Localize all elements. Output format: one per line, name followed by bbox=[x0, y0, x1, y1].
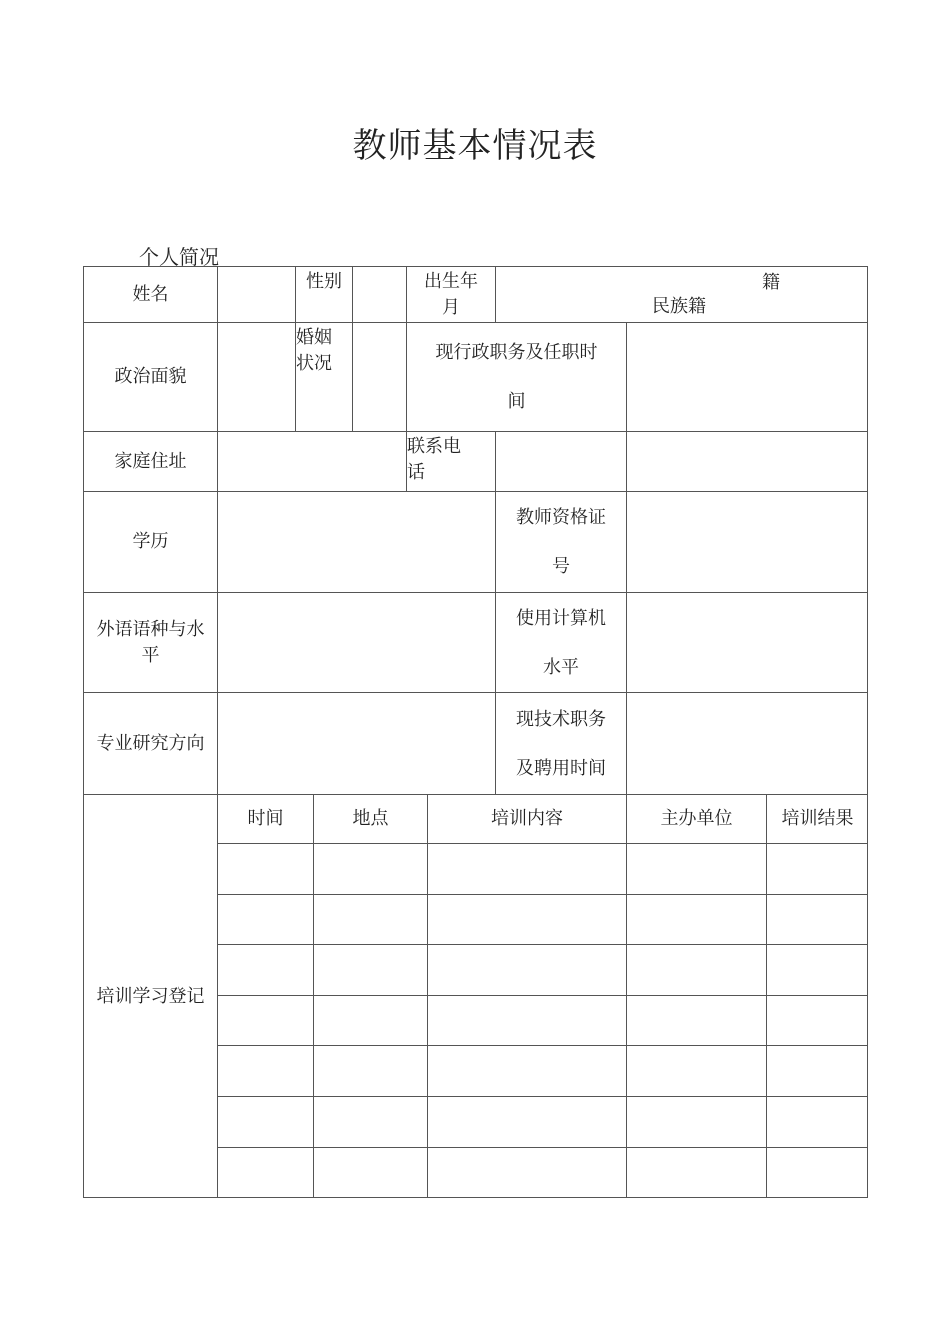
language-label-line2: 平 bbox=[141, 644, 160, 666]
position-field[interactable] bbox=[626, 322, 868, 431]
training-cell[interactable] bbox=[766, 1096, 868, 1147]
marital-label-line1: 婚姻 bbox=[296, 327, 332, 348]
training-header-time: 时间 bbox=[217, 794, 313, 843]
training-cell[interactable] bbox=[313, 843, 427, 894]
cert-field[interactable] bbox=[626, 491, 868, 592]
research-label: 专业研究方向 bbox=[83, 692, 217, 794]
cert-label bbox=[495, 491, 626, 592]
tech-label bbox=[495, 692, 626, 794]
training-cell[interactable] bbox=[313, 995, 427, 1045]
training-header-content: 培训内容 bbox=[427, 794, 626, 843]
marital-label-line2: 状况 bbox=[296, 353, 332, 374]
page-title: 教师基本情况表 bbox=[352, 126, 598, 166]
training-cell[interactable] bbox=[626, 1096, 766, 1147]
training-cell[interactable] bbox=[313, 1045, 427, 1096]
training-cell[interactable] bbox=[626, 1045, 766, 1096]
training-cell[interactable] bbox=[766, 843, 868, 894]
training-cell[interactable] bbox=[626, 843, 766, 894]
tech-label-line1: 现技术职务 bbox=[516, 708, 606, 730]
section-label: 个人简况 bbox=[139, 245, 219, 269]
training-header-result: 培训结果 bbox=[766, 794, 868, 843]
training-cell[interactable] bbox=[217, 995, 313, 1045]
training-cell[interactable] bbox=[766, 1045, 868, 1096]
training-cell[interactable] bbox=[766, 894, 868, 944]
training-cell[interactable] bbox=[427, 1096, 626, 1147]
gender-label: 性别 bbox=[295, 266, 352, 322]
political-label: 政治面貌 bbox=[83, 322, 217, 431]
training-cell[interactable] bbox=[626, 995, 766, 1045]
marital-label bbox=[295, 322, 352, 431]
birth-label-line2: 月 bbox=[442, 296, 460, 318]
gender-field[interactable] bbox=[352, 266, 406, 322]
position-label-line1: 现行政职务及任职时 bbox=[435, 342, 598, 363]
education-field[interactable] bbox=[217, 491, 495, 592]
training-cell[interactable] bbox=[427, 843, 626, 894]
training-cell[interactable] bbox=[217, 843, 313, 894]
phone-label-line2: 话 bbox=[407, 462, 425, 483]
language-label-line1: 外语语种与水 bbox=[96, 618, 205, 640]
training-cell[interactable] bbox=[217, 944, 313, 995]
training-cell[interactable] bbox=[217, 1096, 313, 1147]
computer-label-line2: 水平 bbox=[543, 656, 579, 678]
training-cell[interactable] bbox=[217, 1147, 313, 1198]
training-cell[interactable] bbox=[427, 995, 626, 1045]
training-cell[interactable] bbox=[313, 1147, 427, 1198]
extra-field[interactable] bbox=[626, 431, 868, 491]
computer-field[interactable] bbox=[626, 592, 868, 692]
phone-field[interactable] bbox=[495, 431, 626, 491]
name-label: 姓名 bbox=[83, 266, 217, 322]
phone-label bbox=[406, 431, 495, 491]
training-cell[interactable] bbox=[626, 894, 766, 944]
training-cell[interactable] bbox=[313, 894, 427, 944]
training-cell[interactable] bbox=[766, 1147, 868, 1198]
training-cell[interactable] bbox=[626, 944, 766, 995]
training-cell[interactable] bbox=[427, 1045, 626, 1096]
cert-label-line1: 教师资格证 bbox=[516, 507, 606, 528]
computer-label-line1: 使用计算机 bbox=[516, 607, 606, 629]
training-cell[interactable] bbox=[217, 894, 313, 944]
birth-label bbox=[406, 266, 495, 322]
address-label: 家庭住址 bbox=[83, 431, 217, 491]
training-cell[interactable] bbox=[626, 1147, 766, 1198]
training-cell[interactable] bbox=[313, 1096, 427, 1147]
training-header-place: 地点 bbox=[313, 794, 427, 843]
training-cell[interactable] bbox=[427, 1147, 626, 1198]
marital-field[interactable] bbox=[352, 322, 406, 431]
training-cell[interactable] bbox=[427, 894, 626, 944]
research-field[interactable] bbox=[217, 692, 495, 794]
address-field[interactable] bbox=[217, 431, 406, 491]
native-place-label: 籍 bbox=[762, 272, 780, 293]
training-cell[interactable] bbox=[427, 944, 626, 995]
training-cell[interactable] bbox=[766, 944, 868, 995]
education-label: 学历 bbox=[83, 491, 217, 592]
birth-label-line1: 出生年 bbox=[424, 270, 478, 292]
training-label: 培训学习登记 bbox=[83, 794, 217, 1198]
language-label bbox=[83, 592, 217, 692]
training-cell[interactable] bbox=[766, 995, 868, 1045]
political-field[interactable] bbox=[217, 322, 295, 431]
cert-label-line2: 号 bbox=[552, 556, 570, 577]
training-cell[interactable] bbox=[217, 1045, 313, 1096]
name-field[interactable] bbox=[217, 266, 295, 322]
language-field[interactable] bbox=[217, 592, 495, 692]
ethnicity-native-label: 民族籍 bbox=[652, 296, 706, 317]
computer-label bbox=[495, 592, 626, 692]
tech-label-line2: 及聘用时间 bbox=[516, 757, 606, 779]
training-cell[interactable] bbox=[313, 944, 427, 995]
ethnicity-label bbox=[652, 268, 792, 318]
position-label-line2: 间 bbox=[507, 391, 526, 412]
phone-label-line1: 联系电 bbox=[407, 436, 461, 457]
tech-field[interactable] bbox=[626, 692, 868, 794]
training-header-organizer: 主办单位 bbox=[626, 794, 766, 843]
position-label bbox=[406, 322, 626, 431]
